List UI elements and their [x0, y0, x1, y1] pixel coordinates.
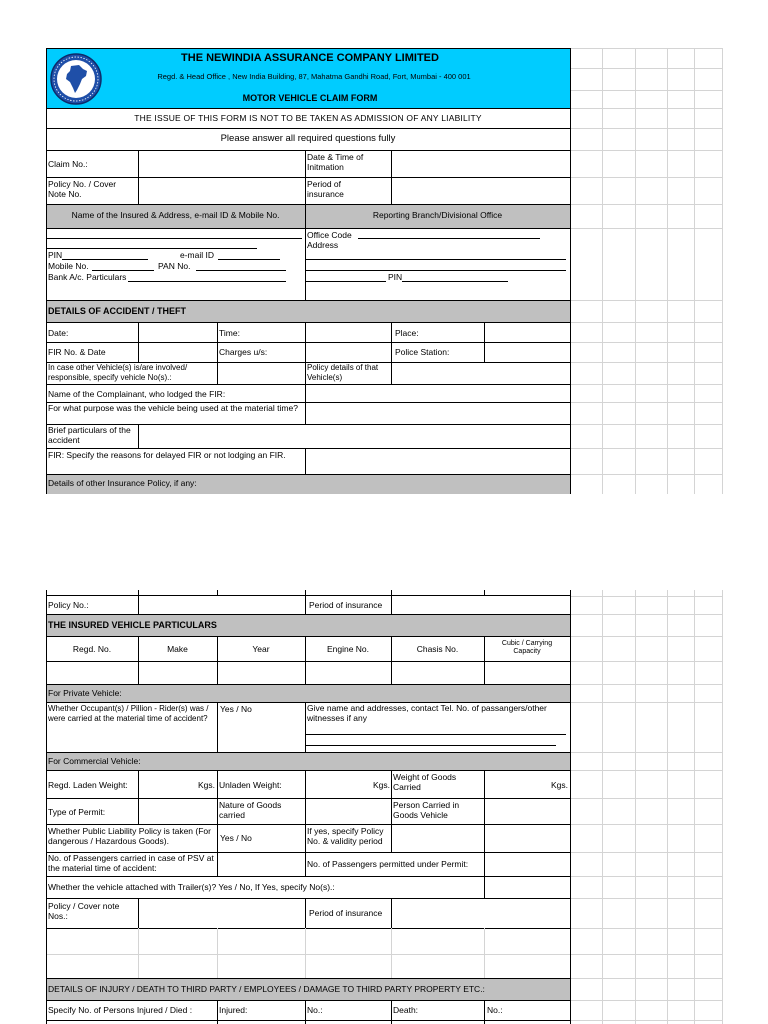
passengers-permit-field[interactable] — [485, 853, 569, 875]
mobile-line[interactable] — [92, 270, 154, 271]
trailer-field[interactable] — [485, 877, 569, 897]
office-address-line-3[interactable] — [306, 281, 386, 282]
bank-line[interactable] — [128, 281, 286, 282]
goods-weight-unit: Kgs. — [550, 780, 568, 790]
injured-no-label: No.: — [307, 1005, 323, 1015]
fir-delay-label: FIR: Specify the reasons for delayed FIR or not lodging an FIR. — [48, 450, 286, 460]
fir-no-label: FIR No. & Date — [48, 347, 106, 357]
passengers-permit-label: No. of Passengers permitted under Permit: — [307, 859, 469, 869]
if-yes-policy-label: If yes, specify Policy No. & validity period — [307, 826, 384, 846]
injured-label: Injured: — [219, 1005, 248, 1015]
office-code-label: Office Code — [307, 230, 352, 240]
year-field[interactable] — [218, 662, 304, 683]
person-carried-label: Person Carried in Goods Vehicle — [393, 800, 460, 820]
branch-heading: Reporting Branch/Divisional Office — [372, 210, 503, 220]
other-vehicle-label: In case other Vehicle(s) is/are involved/ responsible, specify vehicle No(s).: — [48, 363, 188, 382]
liability-notice: THE ISSUE OF THIS FORM IS NOT TO BE TAKEN AS ADMISSION OF ANY LIABILITY — [134, 113, 482, 123]
complainant-field[interactable] — [306, 385, 569, 402]
witness-question: Give name and addresses, contact Tel. No. of passangers/other witnesses if any — [307, 703, 547, 723]
email-label: e-mail ID — [180, 250, 215, 260]
pin-line[interactable] — [62, 259, 148, 260]
fir-delay-field[interactable] — [306, 449, 569, 474]
office-pin-label: PIN — [388, 272, 403, 282]
unladen-weight-label: Unladen Weight: — [219, 780, 282, 790]
witness-line-1[interactable] — [306, 734, 566, 735]
private-heading: For Private Vehicle: — [48, 688, 122, 698]
commercial-heading: For Commercial Vehicle: — [48, 756, 141, 766]
accident-place-label: Place: — [395, 328, 419, 338]
witness-line-2[interactable] — [306, 745, 556, 746]
insured-heading: Name of the Insured & Address, e-mail ID & Mobile No. — [71, 210, 280, 220]
passengers-psv-field[interactable] — [218, 853, 304, 875]
trailer-label: Whether the vehicle attached with Trailer(s)? Yes / No, If Yes, specify No(s).: — [48, 882, 335, 892]
claim-no-field[interactable] — [139, 151, 305, 176]
death-no-label: No.: — [487, 1005, 503, 1015]
col-chasis-no: Chasis No. — [416, 644, 459, 654]
office-address-line-2[interactable] — [306, 270, 566, 271]
other-insurance-label: Details of other Insurance Policy, if any: — [48, 478, 197, 488]
policy-no-label: Policy No. / Cover Note No. — [48, 179, 117, 199]
period-insurance-3-label: Period of insurance — [309, 908, 383, 918]
policy-no-2-label: Policy No.: — [48, 600, 89, 610]
date-time-intimation-label: Date & Time of Initmation — [307, 152, 364, 172]
public-liability-label: Whether Public Liability Policy is taken (For dangerous / Hazardous Goods). — [48, 826, 211, 846]
policy-details-other-field[interactable] — [392, 363, 569, 384]
private-heading-band — [46, 685, 570, 702]
mobile-label: Mobile No. — [48, 261, 89, 271]
office-address-line-1[interactable] — [306, 259, 566, 260]
police-station-field[interactable] — [485, 343, 569, 362]
if-yes-policy-field[interactable] — [392, 825, 569, 851]
period-insurance-field[interactable] — [392, 178, 569, 203]
purpose-field[interactable] — [306, 403, 569, 424]
injury-heading: DETAILS OF INJURY / DEATH TO THIRD PARTY / EMPLOYEES / DAMAGE TO THIRD PARTY PROPERTY ETC.: — [48, 984, 485, 994]
period-insurance-3-field[interactable] — [392, 899, 569, 927]
date-time-intimation-field[interactable] — [392, 151, 569, 176]
pan-label: PAN No. — [158, 261, 191, 271]
brief-particulars-label: Brief particulars of the accident — [48, 425, 131, 445]
vehicle-heading: THE INSURED VEHICLE PARTICULARS — [48, 620, 217, 630]
goods-nature-label: Nature of Goods carried — [219, 800, 282, 820]
office-pin-line[interactable] — [402, 281, 508, 282]
engine-no-field[interactable] — [306, 662, 390, 683]
policy-details-other-label: Policy details of that Vehicle(s) — [307, 363, 379, 382]
india-map-emblem-icon — [49, 52, 103, 106]
col-engine-no: Engine No. — [326, 644, 370, 654]
period-insurance-2-field[interactable] — [392, 596, 569, 614]
email-line[interactable] — [218, 259, 280, 260]
pin-label: PIN — [48, 250, 63, 260]
period-insurance-2-label: Period of insurance — [309, 600, 383, 610]
laden-weight-label: Regd. Laden Weight: — [48, 780, 128, 790]
company-name: THE NEWINDIA ASSURANCE COMPANY LIMITED — [181, 52, 439, 64]
accident-time-label: Time: — [219, 328, 240, 338]
cover-note-field[interactable] — [139, 899, 305, 927]
capacity-field[interactable] — [485, 662, 569, 683]
complainant-label: Name of the Complainant, who lodged the FIR: — [48, 389, 226, 399]
col-regd-no: Regd. No. — [72, 644, 112, 654]
form-title: MOTOR VEHICLE CLAIM FORM — [242, 93, 378, 103]
goods-weight-label: Weight of Goods Carried — [393, 772, 457, 792]
public-liability-yes-no[interactable]: Yes / No — [220, 833, 252, 843]
period-insurance-label: Period of insurance — [307, 179, 344, 199]
laden-weight-unit: Kgs. — [197, 780, 215, 790]
insured-name-line[interactable] — [47, 238, 302, 239]
occupant-yes-no[interactable]: Yes / No — [220, 704, 252, 714]
office-code-line[interactable] — [358, 238, 540, 239]
brief-particulars-field[interactable] — [139, 425, 569, 448]
regd-no-field[interactable] — [47, 662, 137, 683]
fir-no-field[interactable] — [139, 343, 216, 362]
insured-address-line[interactable] — [47, 248, 257, 249]
policy-no-2-field[interactable] — [139, 596, 305, 614]
purpose-label: For what purpose was the vehicle being used at the material time? — [48, 403, 298, 413]
cover-note-label: Policy / Cover note Nos.: — [48, 901, 120, 921]
occupant-question: Whether Occupant(s) / Pillion - Rider(s) was / were carried at the material time of accident? — [48, 704, 209, 723]
claim-no-label: Claim No.: — [48, 159, 88, 169]
person-carried-field[interactable] — [485, 799, 569, 824]
col-year: Year — [252, 644, 270, 654]
office-address-label: Address — [307, 240, 339, 250]
instruction-text: Please answer all required questions fully — [220, 133, 396, 144]
policy-no-field[interactable] — [139, 178, 305, 203]
col-capacity: Cubic / Carrying Capacity — [501, 640, 553, 655]
company-address: Regd. & Head Office , New India Building, 87, Mahatma Gandhi Road, Fort, Mumbai - 400 001 — [157, 72, 471, 81]
persons-injured-label: Specify No. of Persons Injured / Died : — [48, 1005, 193, 1015]
bank-label: Bank A/c. Particulars — [48, 272, 127, 282]
charges-label: Charges u/s: — [219, 347, 268, 357]
unladen-weight-unit: Kgs. — [372, 780, 390, 790]
permit-type-label: Type of Permit: — [48, 807, 106, 817]
chasis-no-field[interactable] — [392, 662, 483, 683]
goods-nature-field[interactable] — [306, 799, 391, 824]
accident-date-field[interactable] — [139, 323, 216, 342]
other-vehicle-field[interactable] — [219, 363, 304, 384]
accident-heading: DETAILS OF ACCIDENT / THEFT — [48, 306, 186, 316]
make-field[interactable] — [139, 662, 216, 683]
police-station-label: Police Station: — [395, 347, 450, 357]
death-label: Death: — [393, 1005, 419, 1015]
pan-line[interactable] — [196, 270, 286, 271]
accident-time-field[interactable] — [306, 323, 391, 342]
accident-date-label: Date: — [48, 328, 69, 338]
passengers-psv-label: No. of Passengers carried in case of PSV at the material time of accident: — [48, 853, 214, 873]
col-make: Make — [167, 644, 188, 654]
accident-place-field[interactable] — [485, 323, 569, 342]
permit-type-field[interactable] — [139, 799, 216, 824]
charges-field[interactable] — [306, 343, 391, 362]
